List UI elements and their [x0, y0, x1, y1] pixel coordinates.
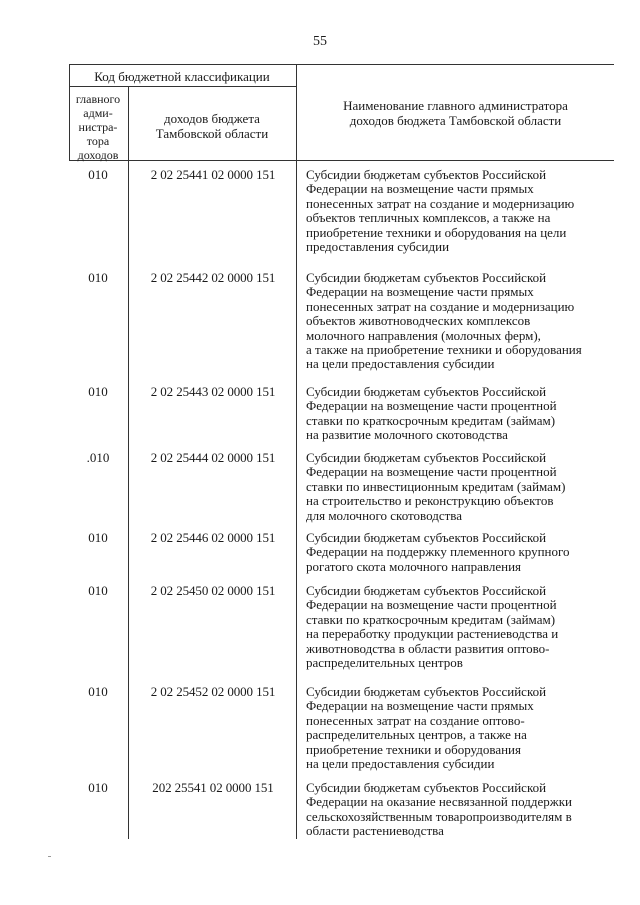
name-line: Субсидии бюджетам субъектов Российской: [306, 270, 547, 285]
admin-code-cell: 010: [88, 780, 108, 795]
name-line: области растениеводства: [306, 823, 444, 839]
name-line: рогатого скота молочного направления: [306, 558, 522, 574]
income-code-cell: 2 02 25442 02 0000 151: [150, 270, 276, 285]
name-line: Субсидии бюджетам субъектов Российской: [306, 384, 547, 399]
admin-code-cell: 010: [88, 167, 108, 182]
name-line: на строительство и реконструкцию объектов: [306, 493, 554, 509]
header-admin-column: [69, 92, 127, 162]
header-admin-line: главного: [75, 92, 121, 106]
name-line: понесенных затрат на создание и модернизацию: [306, 298, 575, 314]
header-name-line: Наименование главного администратора: [343, 98, 568, 113]
name-line: Федерации на возмещение части прямых: [306, 698, 534, 714]
admin-code-cell: 010: [88, 270, 108, 285]
header-admin-line: адми-: [83, 106, 113, 120]
name-line: животноводства в области развития оптово-: [306, 640, 550, 656]
name-line: на развитие молочного скотоводства: [306, 427, 508, 443]
name-line: Субсидии бюджетам субъектов Российской: [306, 450, 547, 465]
budget-classification-table: [69, 64, 614, 839]
income-name-cell: [306, 685, 606, 771]
income-code-cell: 2 02 25441 02 0000 151: [150, 167, 276, 182]
table-row: [69, 385, 614, 451]
income-name-cell: [306, 451, 606, 523]
income-name-cell: [306, 531, 606, 574]
table-row: [69, 531, 614, 584]
name-line: Федерации на оказание несвязанной поддержки: [306, 794, 572, 810]
income-code-cell: 2 02 25450 02 0000 151: [150, 583, 276, 598]
admin-code-cell: 010: [88, 384, 108, 399]
scan-artifact: [48, 856, 51, 857]
income-name-cell: [306, 584, 606, 670]
name-line: объектов животноводческих комплексов: [306, 313, 531, 329]
income-code-cell: 2 02 25443 02 0000 151: [150, 384, 276, 399]
income-name-cell: [306, 385, 606, 443]
admin-code-cell: 010: [88, 684, 108, 699]
header-admin-line: нистра-: [78, 120, 118, 134]
table-top-border: [69, 64, 614, 65]
income-code-cell: 2 02 25446 02 0000 151: [150, 530, 276, 545]
name-line: на переработку продукции растениеводства и: [306, 626, 559, 642]
income-name-cell: [306, 271, 606, 372]
name-line: Субсидии бюджетам субъектов Российской: [306, 583, 547, 598]
header-income-line: доходов бюджета: [164, 111, 260, 126]
header-name-column: [297, 98, 614, 128]
name-line: объектов тепличных комплексов, а также на: [306, 210, 551, 226]
page-number: 55: [313, 34, 327, 49]
name-line: Субсидии бюджетам субъектов Российской: [306, 780, 547, 795]
name-line: сельскохозяйственным товаропроизводителям в: [306, 808, 572, 824]
table-row: [69, 584, 614, 685]
name-line: Федерации на возмещение части прямых: [306, 181, 534, 197]
header-income-line: Тамбовской области: [155, 126, 269, 141]
name-line: приобретение техники и оборудования на цели: [306, 224, 567, 240]
name-line: Федерации на поддержку племенного крупного: [306, 544, 570, 560]
name-line: распределительных центров: [306, 655, 463, 671]
name-line: а также на приобретение техники и оборудования: [306, 342, 582, 358]
name-line: Федерации на возмещение части процентной: [306, 597, 557, 613]
admin-code-cell: .010: [86, 450, 110, 465]
name-line: на цели предоставления субсидии: [306, 756, 495, 772]
name-line: приобретение техники и оборудования: [306, 741, 521, 757]
header-income-column: [129, 111, 295, 141]
name-line: для молочного скотоводства: [306, 507, 463, 523]
table-row: [69, 271, 614, 385]
admin-code-cell: 010: [88, 583, 108, 598]
header-bottom-border: [69, 160, 614, 161]
name-line: ставки по инвестиционным кредитам (займам): [306, 478, 566, 494]
income-name-cell: [306, 781, 606, 839]
header-budget-classification-code: Код бюджетной классификации: [94, 69, 270, 84]
name-line: на цели предоставления субсидии: [306, 356, 495, 372]
header-name-line: доходов бюджета Тамбовской области: [349, 113, 562, 128]
name-line: Федерации на возмещение части прямых: [306, 284, 534, 300]
header-admin-line: доходов: [77, 148, 119, 162]
name-line: понесенных затрат на создание и модернизацию: [306, 195, 575, 211]
name-line: Субсидии бюджетам субъектов Российской: [306, 530, 547, 545]
name-line: Федерации на возмещение части процентной: [306, 464, 557, 480]
name-line: молочного направления (молочных ферм),: [306, 327, 541, 343]
income-name-cell: [306, 168, 606, 254]
name-line: Субсидии бюджетам субъектов Российской: [306, 167, 547, 182]
table-row: [69, 685, 614, 781]
table-row: [69, 168, 614, 271]
name-line: предоставления субсидии: [306, 239, 450, 255]
table-body: [69, 168, 614, 843]
group-header-divider: [69, 86, 296, 87]
admin-code-cell: 010: [88, 530, 108, 545]
name-line: ставки по краткосрочным кредитам (займам): [306, 412, 556, 428]
table-row: [69, 451, 614, 531]
name-line: ставки по краткосрочным кредитам (займам): [306, 611, 556, 627]
name-line: Федерации на возмещение части процентной: [306, 398, 557, 414]
name-line: распределительных центров, а также на: [306, 727, 527, 743]
table-row: [69, 781, 614, 843]
name-line: понесенных затрат на создание оптово-: [306, 712, 525, 728]
income-code-cell: 2 02 25444 02 0000 151: [150, 450, 276, 465]
header-admin-line: тора: [86, 134, 110, 148]
income-code-cell: 202 25541 02 0000 151: [152, 780, 274, 795]
name-line: Субсидии бюджетам субъектов Российской: [306, 684, 547, 699]
income-code-cell: 2 02 25452 02 0000 151: [150, 684, 276, 699]
